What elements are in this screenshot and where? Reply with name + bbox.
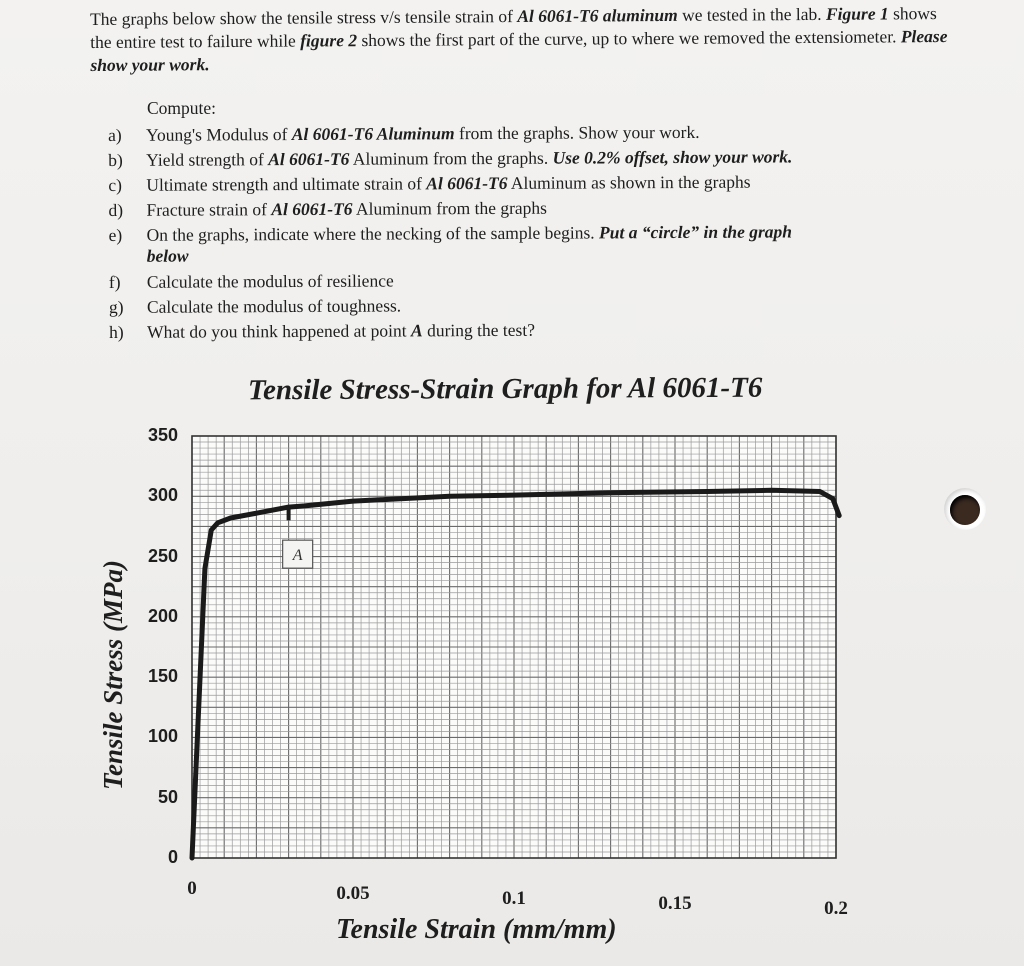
binder-hole <box>944 488 986 530</box>
chart-title: Tensile Stress-Strain Graph for Al 6061-T6 <box>247 371 763 407</box>
question-continuation: below <box>146 245 189 266</box>
question-text: Yield strength of <box>146 149 264 170</box>
question-label: g) <box>108 296 124 317</box>
question-label: c) <box>108 174 122 195</box>
binder-hole-shadow <box>950 495 980 525</box>
y-tick-label: 200 <box>147 605 178 626</box>
y-tick-label: 250 <box>147 545 178 566</box>
question-text-post: during the test? <box>427 319 536 341</box>
intro-text-4: shows the first part of the curve, up to where we removed the extensiometer. <box>361 26 897 51</box>
question-text: Ultimate strength and ultimate strain of <box>146 173 422 195</box>
question-emphasis: A <box>410 320 423 341</box>
question-text: Young's Modulus of <box>146 124 288 145</box>
question-label: d) <box>108 199 124 220</box>
question-text: On the graphs, indicate where the necking of the sample begins. <box>146 222 595 245</box>
intro-text-2: we tested in the lab. <box>682 3 822 25</box>
question-label: b) <box>108 149 123 170</box>
question-text-post: from the graphs. Show your work. <box>458 121 700 144</box>
question-text-post: Aluminum from the graphs <box>355 197 548 219</box>
question-label: h) <box>109 321 124 342</box>
question-emphasis-2: Use 0.2% offset, show your work. <box>552 146 793 168</box>
intro-text-3: shows the entire test to failure while <box>90 3 937 52</box>
x-tick-label: 0.1 <box>502 888 526 909</box>
x-tick-label: 0.15 <box>658 893 692 914</box>
intro-figure-1: Figure 1 <box>825 3 889 24</box>
intro-material: Al 6061-T6 aluminum <box>517 4 678 27</box>
y-tick-label: 50 <box>157 786 178 807</box>
intro-show-work: Please show your work. <box>90 26 948 75</box>
compute-heading: Compute: <box>147 98 217 118</box>
x-tick-label: 0.2 <box>824 898 848 919</box>
point-a-label: A <box>292 547 303 565</box>
question-emphasis: Al 6061-T6 <box>271 198 353 220</box>
question-text-post: Aluminum from the graphs. <box>352 147 549 169</box>
question-emphasis: Al 6061-T6 <box>426 172 508 194</box>
question-text: What do you think happened at point <box>147 320 407 342</box>
intro-figure-2: figure 2 <box>300 30 358 51</box>
intro-text-1: The graphs below show the tensile stress v/s tensile strain of <box>90 6 513 29</box>
question-label: f) <box>108 271 121 292</box>
x-axis-label: Tensile Strain (mm/mm) <box>336 914 617 945</box>
y-tick-label: 0 <box>167 847 178 867</box>
x-tick-label: 0 <box>187 878 197 899</box>
y-axis-label: Tensile Stress (MPa) <box>98 559 128 790</box>
question-emphasis: Al 6061-T6 <box>268 148 350 170</box>
y-tick-label: 300 <box>147 485 178 506</box>
y-tick-label: 100 <box>147 726 178 747</box>
question-label: a) <box>108 124 122 145</box>
question-emphasis-2: Put a “circle” in the graph <box>598 221 793 243</box>
question-emphasis: Al 6061-T6 Aluminum <box>291 123 455 145</box>
question-label: e) <box>108 224 123 245</box>
question-text: Calculate the modulus of toughness. <box>146 295 402 317</box>
question-text: Fracture strain of <box>146 199 268 220</box>
y-tick-label: 150 <box>147 666 178 687</box>
y-tick-label: 350 <box>147 425 178 445</box>
question-text-post: Aluminum as shown in the graphs <box>510 171 751 193</box>
question-text: Calculate the modulus of resilience <box>146 270 394 292</box>
x-tick-label: 0.05 <box>336 883 370 904</box>
